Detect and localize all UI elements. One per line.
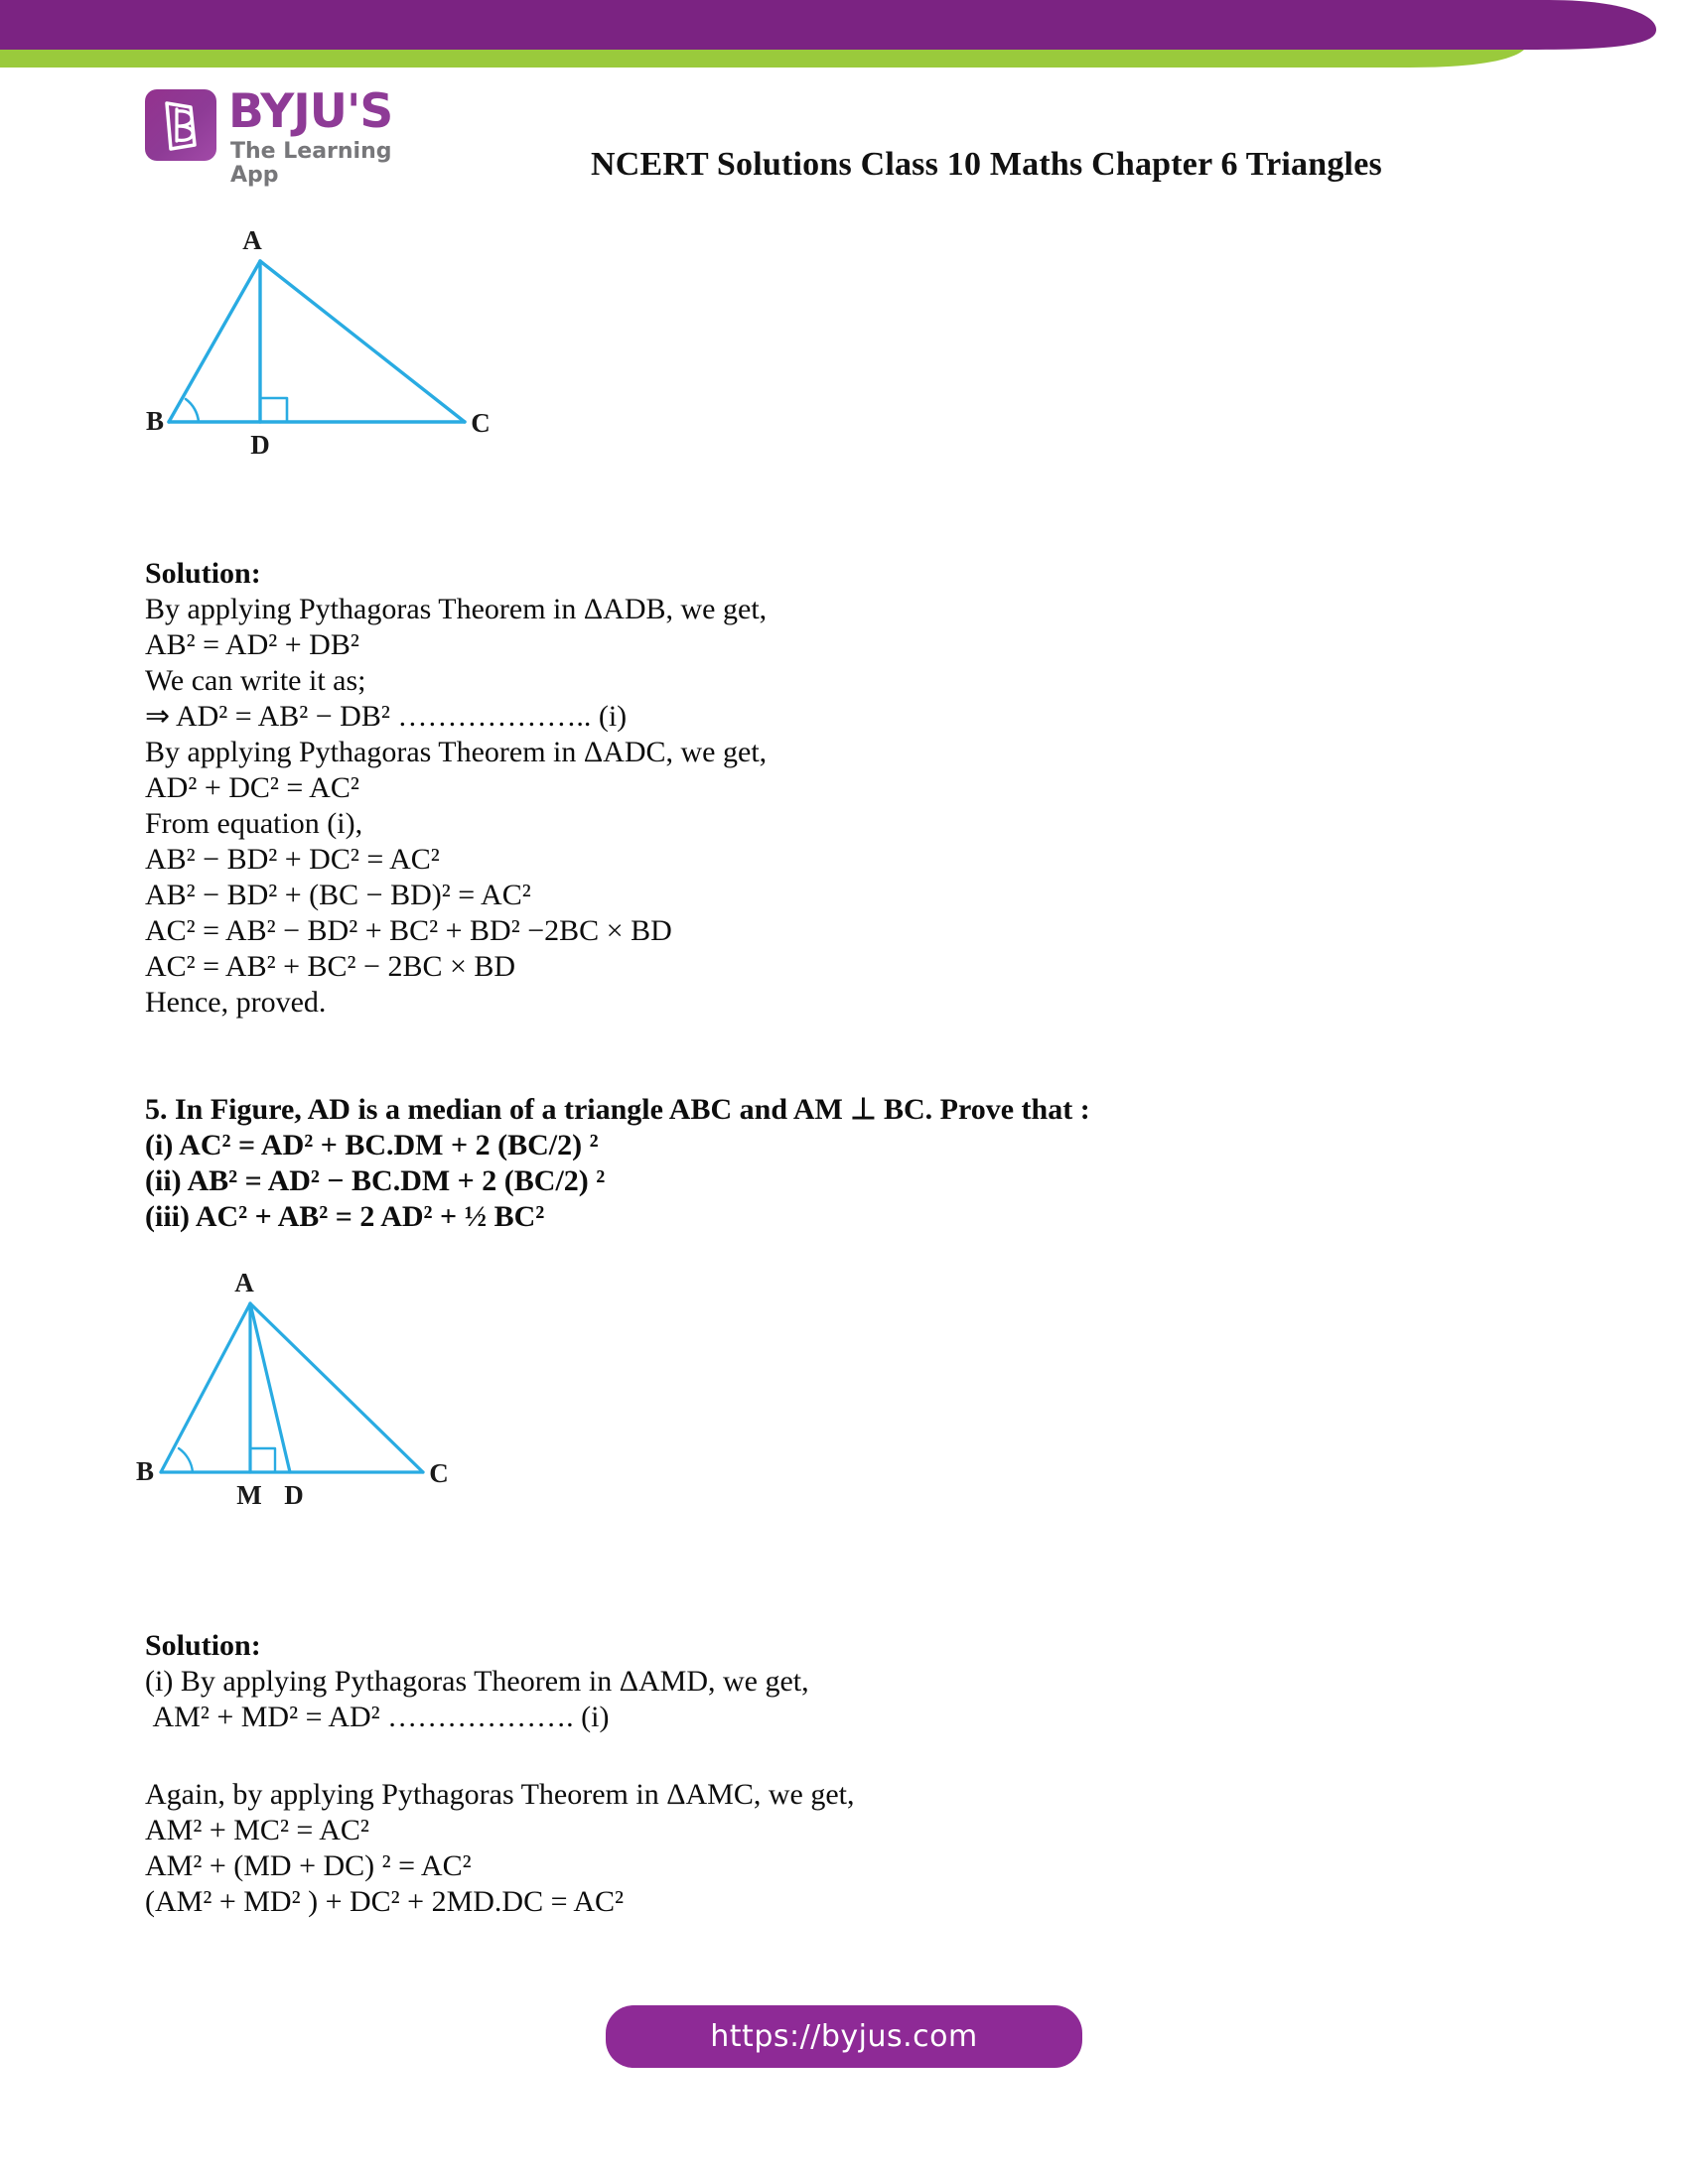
solution-1-line: AB² − BD² + (BC − BD)² = AC² [145, 879, 531, 911]
banner-purple-shape [0, 0, 1656, 50]
segment-ac [250, 1303, 423, 1472]
segment-ab [169, 261, 260, 422]
question-5-part: (ii) AB² = AD² − BC.DM + 2 (BC/2) ² [145, 1164, 606, 1197]
vertex-label-b: B [135, 1456, 155, 1486]
vertex-label-c: C [429, 1458, 449, 1488]
segment-ab [161, 1303, 250, 1472]
byjus-b-logo-icon [145, 89, 216, 161]
right-angle-mark-d [260, 398, 287, 422]
solution-1-line: From equation (i), [145, 807, 363, 840]
page-footer [0, 2005, 1688, 2068]
question-5-stem: 5. In Figure, AD is a median of a triangle ABC and AM ⊥ BC. Prove that : [145, 1093, 1090, 1126]
question-5-part: (i) AC² = AD² + BC.DM + 2 (BC/2) ² [145, 1129, 599, 1161]
solution-1-line: ⇒ AD² = AB² − DB² ……………….. (i) [145, 700, 628, 733]
solution-1-line: AB² − BD² + DC² = AC² [145, 843, 440, 876]
solution-1-line: Hence, proved. [145, 986, 327, 1019]
question-5-block [145, 1092, 1090, 1235]
byjus-tagline: The Learning App [230, 139, 392, 188]
solution-2-block [145, 1628, 809, 1735]
solution-2-line: AM² + MD² = AD² ………………. (i) [145, 1701, 610, 1733]
vertex-label-c: C [471, 408, 491, 438]
solution-1-line: We can write it as; [145, 664, 366, 697]
vertex-label-a: A [242, 225, 262, 255]
page-header [0, 69, 1688, 189]
byjus-logo[interactable] [145, 84, 433, 188]
solution-2-line: AM² + (MD + DC) ² = AC² [145, 1849, 472, 1882]
byjus-wordmark: BYJU'S [228, 84, 393, 139]
vertex-label-d: D [284, 1480, 304, 1510]
question-5-part: (iii) AC² + AB² = 2 AD² + ½ BC² [145, 1200, 545, 1233]
top-banner [0, 0, 1688, 69]
solution-1-line: By applying Pythagoras Theorem in ΔADB, we get, [145, 593, 768, 625]
solution-2-continued-block [145, 1777, 854, 1920]
solution-2-line: (AM² + MD² ) + DC² + 2MD.DC = AC² [145, 1885, 625, 1918]
solution-2-line: (i) By applying Pythagoras Theorem in ΔAMD, we get, [145, 1665, 809, 1698]
vertex-label-m: M [236, 1480, 262, 1510]
figure-triangle-abc-median-ad-altitude-am [135, 1266, 596, 1554]
byjus-url-button[interactable]: https://byjus.com [606, 2005, 1082, 2068]
segment-ad [250, 1303, 290, 1472]
solution-1-line: AD² + DC² = AC² [145, 771, 359, 804]
solution-1-line: AC² = AB² + BC² − 2BC × BD [145, 950, 516, 983]
solution-1-heading: Solution: [145, 557, 261, 590]
segment-ac [260, 261, 465, 422]
solution-1-line: By applying Pythagoras Theorem in ΔADC, we get, [145, 736, 768, 768]
vertex-label-d: D [250, 430, 270, 460]
page-title: NCERT Solutions Class 10 Maths Chapter 6 Triangles [591, 146, 1382, 183]
solution-2-line: AM² + MC² = AC² [145, 1814, 369, 1846]
right-angle-mark-m [250, 1448, 275, 1472]
solution-1-block [145, 556, 767, 1021]
vertex-label-b: B [145, 406, 165, 436]
angle-arc-b [186, 399, 199, 422]
angle-arc-b [179, 1448, 193, 1472]
solution-1-line: AB² = AD² + DB² [145, 628, 359, 661]
figure-triangle-abc-altitude-ad [145, 223, 616, 511]
vertex-label-a: A [234, 1268, 254, 1297]
solution-2-line: Again, by applying Pythagoras Theorem in ΔAMC, we get, [145, 1778, 855, 1811]
solution-1-line: AC² = AB² − BD² + BC² + BD² −2BC × BD [145, 914, 672, 947]
solution-2-heading: Solution: [145, 1629, 261, 1662]
